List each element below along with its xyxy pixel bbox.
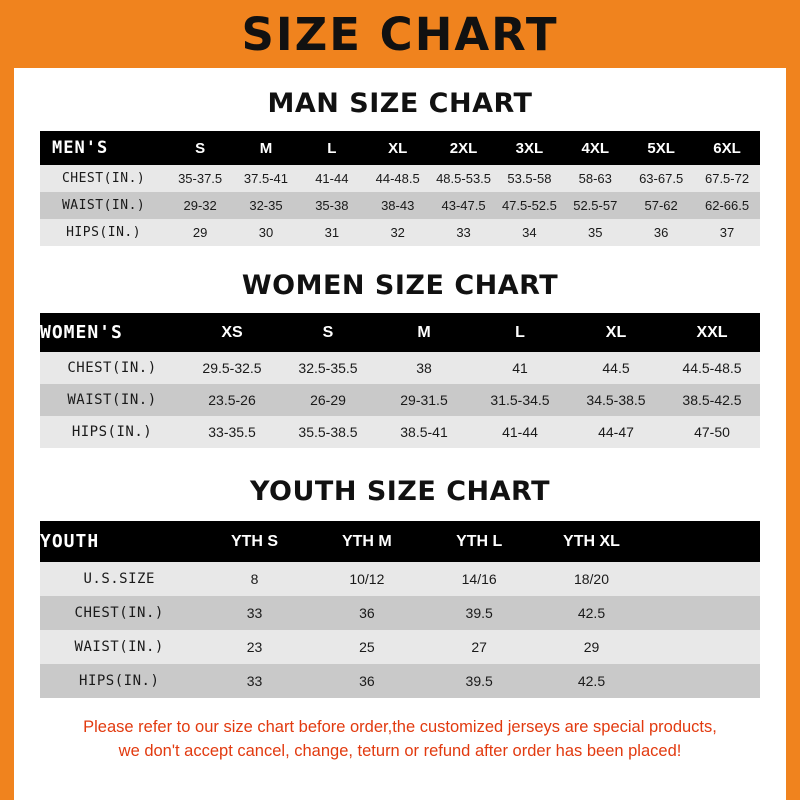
women-header-cell: XL: [605, 323, 627, 341]
table-header-row: [40, 131, 760, 165]
table-cell: 47.5-52.5: [501, 198, 557, 213]
table-header-row: [40, 313, 760, 352]
man-header-cell: 2XL: [449, 139, 478, 157]
youth-header-cell: YTH S: [230, 532, 279, 550]
women-header-cell: L: [515, 323, 525, 341]
women-header-cell: XXL: [696, 323, 728, 341]
table-cell: 29-31.5: [400, 392, 448, 408]
row-label: CHEST(IN.): [61, 171, 146, 186]
youth-header-cell: YTH M: [341, 532, 392, 550]
table-row: [40, 630, 760, 664]
table-cell: 25: [359, 639, 375, 655]
women-header-cell: M: [417, 323, 431, 341]
table-row: [40, 352, 760, 384]
row-label: HIPS(IN.): [71, 424, 153, 440]
table-cell: 62-66.5: [704, 198, 750, 213]
table-cell: 35.5-38.5: [298, 424, 358, 440]
youth-header-label: YOUTH: [40, 531, 100, 552]
table-cell: 32: [390, 225, 405, 240]
table-cell: 44-47: [598, 424, 634, 440]
women-table-body: [40, 352, 760, 448]
table-cell: 29: [192, 225, 208, 240]
women-header-cell: XS: [221, 323, 243, 341]
page-title: SIZE CHART: [241, 7, 559, 61]
table-cell: 33: [246, 605, 263, 621]
table-cell: 34: [522, 225, 537, 240]
row-label: U.S.SIZE: [83, 571, 155, 587]
table-cell: 29: [583, 639, 600, 655]
table-cell: 35-37.5: [178, 171, 223, 186]
table-cell: 41: [512, 360, 528, 376]
row-label: HIPS(IN.): [66, 225, 142, 240]
table-cell: 32-35: [249, 198, 283, 213]
table-cell: 8: [250, 571, 259, 587]
row-label: HIPS(IN.): [79, 673, 160, 689]
table-cell: 39.5: [465, 673, 493, 689]
footer-note-line-2: we don't accept cancel, change, teturn or refund after order has been placed!: [118, 741, 682, 760]
table-row: [40, 192, 760, 219]
table-cell: 53.5-58: [507, 171, 552, 186]
women-size-table: [40, 313, 760, 448]
row-label: CHEST(IN.): [74, 605, 164, 621]
table-cell: 35-38: [315, 198, 349, 213]
table-cell: 32.5-35.5: [298, 360, 358, 376]
table-cell-empty: [648, 562, 760, 596]
table-cell: 10/12: [349, 571, 385, 587]
women-header-label: WOMEN'S: [40, 322, 123, 343]
man-header-cell: L: [327, 139, 337, 157]
table-cell: 42.5: [577, 605, 606, 621]
youth-header-cell: YTH XL: [563, 532, 620, 550]
row-label: CHEST(IN.): [67, 360, 157, 376]
table-cell: 43-47.5: [441, 198, 486, 213]
footer-note: [40, 716, 760, 764]
table-row: [40, 416, 760, 448]
table-cell: 52.5-57: [573, 198, 618, 213]
man-header-cell: M: [259, 139, 273, 157]
man-header-cell: S: [195, 139, 206, 157]
table-cell: 36: [653, 225, 669, 240]
table-cell: 33: [246, 673, 263, 689]
table-cell: 23: [246, 639, 263, 655]
man-header-cell: 5XL: [647, 139, 675, 157]
table-cell: 37: [719, 225, 735, 240]
man-header-label: MEN'S: [52, 138, 109, 158]
table-cell: 33-35.5: [208, 424, 256, 440]
youth-table-header: [40, 521, 760, 562]
table-cell: 57-62: [644, 198, 678, 213]
table-cell: 29.5-32.5: [202, 360, 262, 376]
youth-table-body: [40, 562, 760, 698]
table-cell: 44.5: [602, 360, 630, 376]
man-table-body: [40, 165, 760, 246]
table-row: [40, 596, 760, 630]
table-header-row: [40, 521, 760, 562]
man-table-header: [40, 131, 760, 165]
table-cell: 18/20: [573, 571, 609, 587]
table-cell: 35: [588, 225, 603, 240]
table-cell: 63-67.5: [639, 171, 684, 186]
table-cell: 41-44: [502, 424, 538, 440]
table-cell-empty: [648, 596, 760, 630]
table-cell: 58-63: [578, 171, 612, 186]
table-cell: 36: [359, 673, 375, 689]
man-section-title: MAN SIZE CHART: [267, 88, 533, 119]
footer-note-line-1: Please refer to our size chart before order,the customized jerseys are special products,: [83, 718, 717, 736]
row-label: WAIST(IN.): [74, 639, 164, 655]
youth-section-title: YOUTH SIZE CHART: [249, 476, 551, 507]
table-cell: 30: [258, 225, 274, 240]
banner: [14, 0, 786, 68]
table-row: [40, 664, 760, 698]
table-cell: 37.5-41: [243, 171, 289, 186]
table-cell: 29-32: [183, 198, 217, 213]
content: [14, 88, 786, 764]
table-row: [40, 165, 760, 192]
table-cell: 38: [416, 360, 432, 376]
table-cell: 44-48.5: [375, 171, 420, 186]
women-header-cell: S: [322, 323, 334, 341]
table-cell: 44.5-48.5: [682, 360, 742, 376]
women-table-header: [40, 313, 760, 352]
youth-header-cell: YTH L: [456, 532, 503, 550]
table-cell: 47-50: [694, 424, 730, 440]
table-cell: 38.5-42.5: [682, 392, 742, 408]
table-row: [40, 562, 760, 596]
man-header-cell: 6XL: [713, 139, 741, 157]
table-row: [40, 384, 760, 416]
table-cell: 31.5-34.5: [490, 392, 550, 408]
table-cell: 36: [359, 605, 375, 621]
table-cell: 67.5-72: [704, 171, 750, 186]
youth-header-cell-empty: [648, 521, 760, 562]
man-header-cell: 3XL: [515, 139, 544, 157]
man-header-cell: XL: [388, 139, 408, 157]
row-label: WAIST(IN.): [61, 198, 146, 213]
table-cell: 34.5-38.5: [586, 392, 646, 408]
man-header-cell: 4XL: [581, 139, 610, 157]
row-label: WAIST(IN.): [67, 392, 157, 408]
table-cell: 48.5-53.5: [436, 171, 492, 186]
women-section-title: WOMEN SIZE CHART: [241, 270, 559, 301]
table-cell: 26-29: [310, 392, 346, 408]
youth-size-table: [40, 521, 760, 698]
table-cell: 31: [324, 225, 340, 240]
table-cell: 14/16: [461, 571, 497, 587]
table-cell-empty: [648, 664, 760, 698]
table-cell: 27: [471, 639, 487, 655]
table-cell-empty: [648, 630, 760, 664]
table-cell: 33: [456, 225, 471, 240]
table-row: [40, 219, 760, 246]
table-cell: 38.5-41: [400, 424, 448, 440]
table-cell: 42.5: [577, 673, 606, 689]
man-size-table: [40, 131, 760, 246]
table-cell: 38-43: [381, 198, 415, 213]
table-cell: 39.5: [465, 605, 493, 621]
table-cell: 23.5-26: [208, 392, 256, 408]
table-cell: 41-44: [315, 171, 349, 186]
